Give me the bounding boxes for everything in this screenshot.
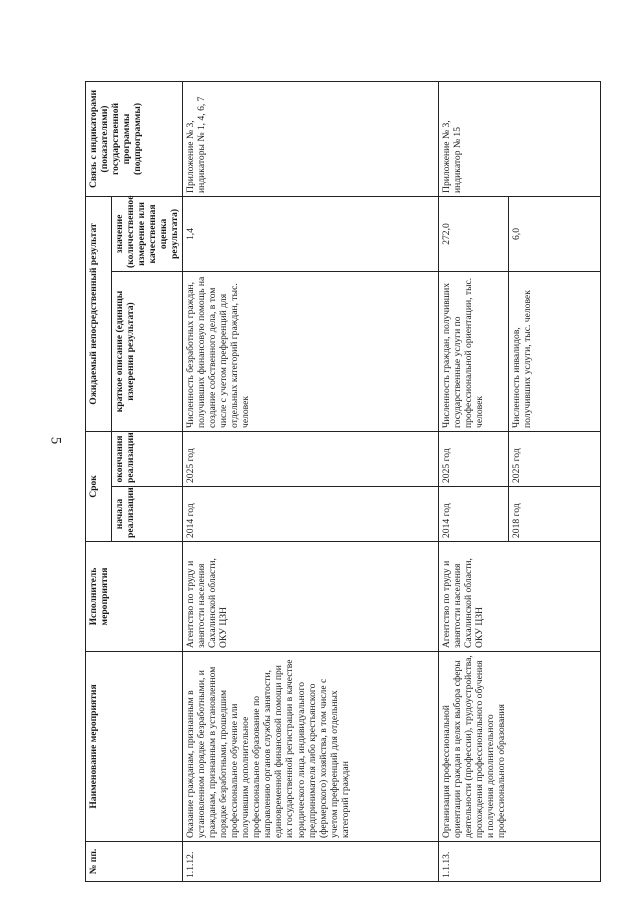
page-number: 5 [47,436,64,445]
row-num: 1.1.13. [439,842,601,882]
row-link: Приложение № 3, индикаторы № 1, 4, 6, 7 [183,81,439,196]
row-name: Оказание гражданам, признанным в установленном порядке безработными, и гражданам, признанным в установленном порядке безработными, прошедшим профессиональное обучение или получившим дополнительное профессиональное образование по направлению органов службы занятости, единовременной финансовой помощи при их государственной регистрации в качестве юридического лица, индивидуального предпринимателя либо крестьянского (фермерского) хозяйства, в том числе с учетом преференций для отдельных категорий граждан [183,652,439,842]
row-value: 1,4 [183,196,439,271]
header-result: Ожидаемый непосредственный результат [86,196,112,431]
row-end: 2025 год [183,432,439,487]
row-start: 2014 год [183,487,439,542]
header-name: Наименование мероприятия [86,652,183,842]
row-sub-desc: Численность инвалидов, получивших услуги, тыс. человек [509,272,601,432]
row-desc: Численность безработных граждан, получивших финансовую помощь на создание собственного дела, в том числе с учетом преференций для отдельных категорий граждан, тыс. человек [183,272,439,432]
measures-table [85,81,601,882]
row-sub-start: 2018 год [509,487,601,542]
row-num: 1.1.12. [183,842,439,882]
row-executor: Агентство по труду и занятости населения Сахалинской области, ОКУ ЦЗН [439,542,601,652]
header-result-desc: краткое описание (единицы измерения результата) [112,272,183,432]
header-executor: Исполнитель мероприятия [86,542,183,652]
row-value: 272,0 [439,196,509,271]
header-num: № пп. [86,842,183,882]
table-row [439,81,509,881]
header-term: Срок [86,432,112,542]
row-executor: Агентство по труду и занятости населения Сахалинской области, ОКУ ЦЗН [183,542,439,652]
header-result-value: значение (количественное измерение или качественная оценка результата) [112,196,183,271]
header-term-end: окончания реализации [112,432,183,487]
row-sub-end: 2025 год [509,432,601,487]
header-term-start: начала реализации [112,487,183,542]
row-end: 2025 год [439,432,509,487]
row-desc: Численность граждан, получивших государственные услуги по профессиональной ориентации, тыс. человек [439,272,509,432]
row-name: Организация профессиональной ориентации граждан в целях выбора сферы деятельности (профессии), трудоустройства, прохождения профессионального обучения и получения дополнительного профессионального образования [439,652,601,842]
row-sub-value: 6,0 [509,196,601,271]
row-start: 2014 год [439,487,509,542]
rotated-page [85,82,585,882]
table-row [183,81,439,881]
header-link: Связь с индикаторами (показателями) государственной программы (подпрограммы) [86,81,183,196]
row-link: Приложение № 3, индикатор № 15 [439,81,601,196]
